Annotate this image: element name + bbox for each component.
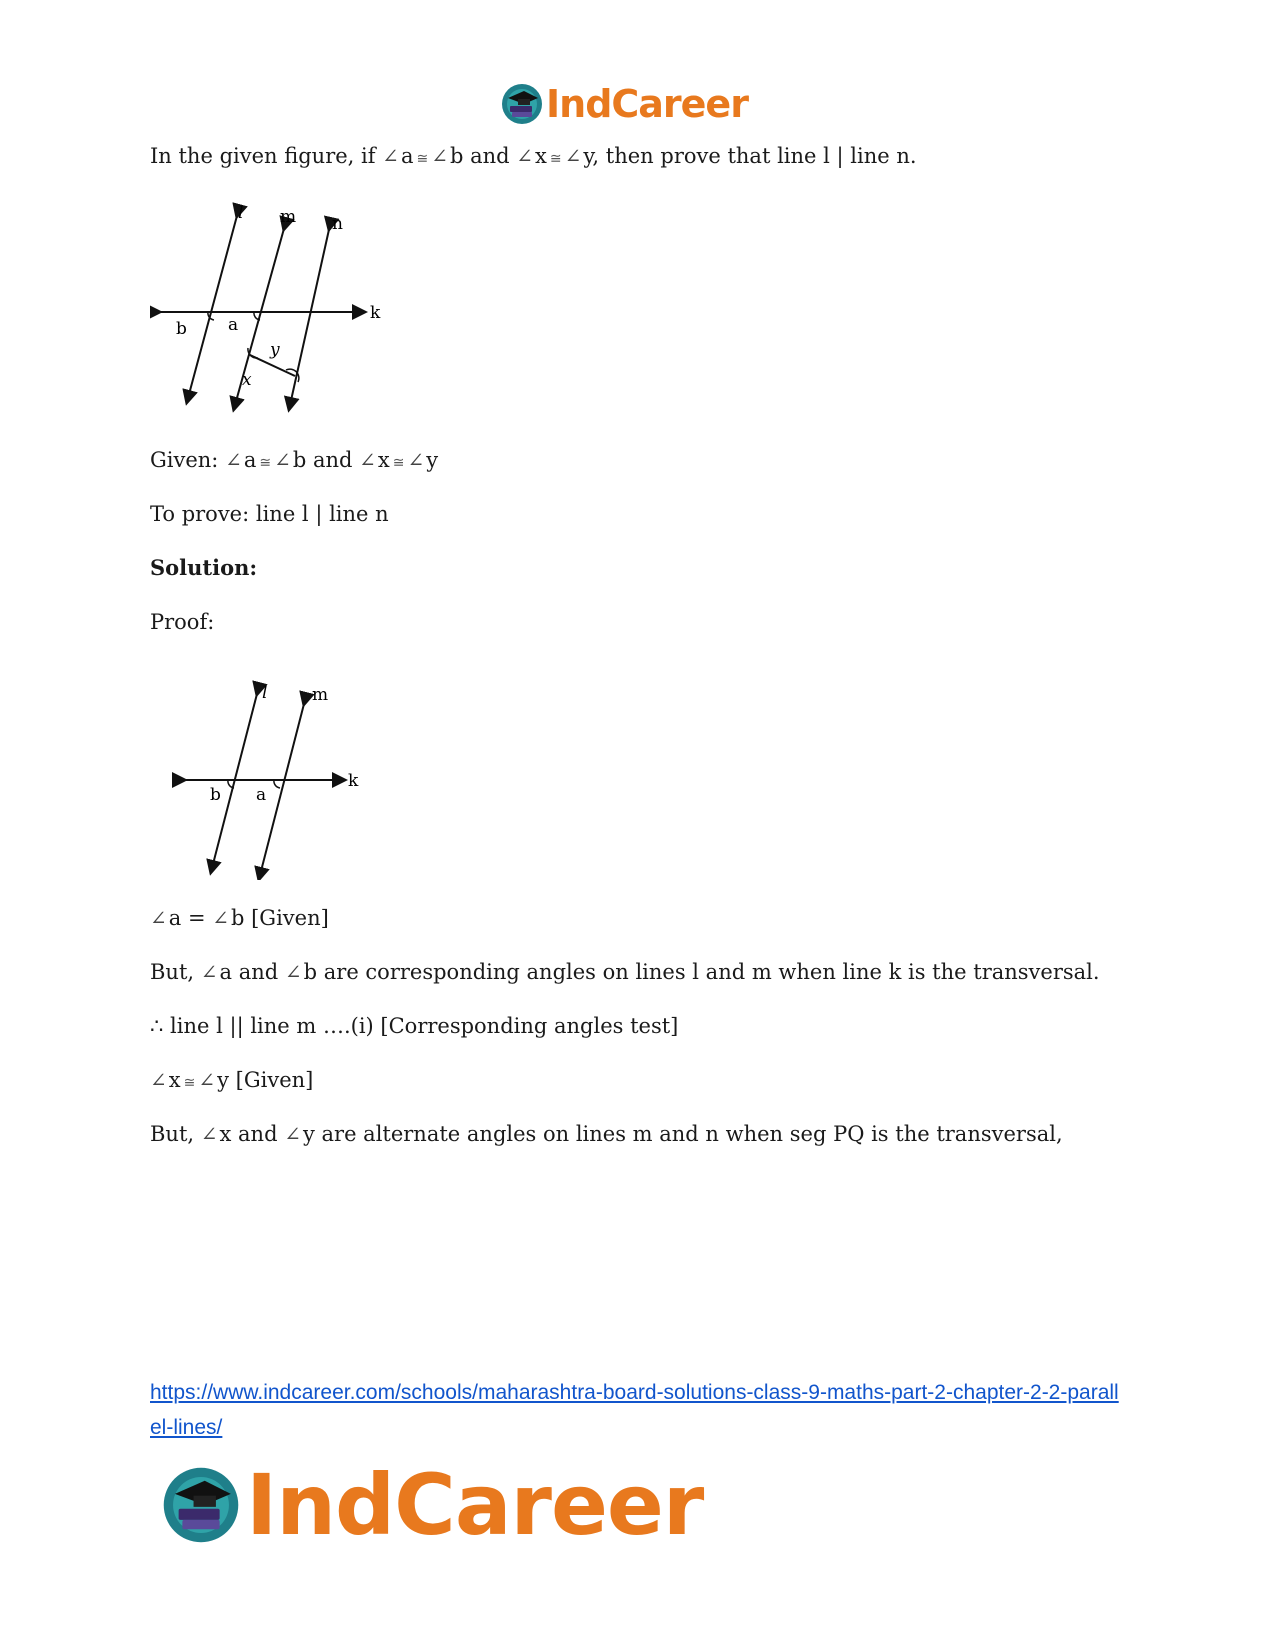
given-angle-b: b and [292,448,360,472]
solution-heading [150,554,257,582]
angle-symbol: ∠ [274,448,291,472]
step-2 [150,958,1100,986]
step-5-x: x and [219,1122,285,1146]
step-2-b: b are corresponding angles on lines l and m when line k is the transversal. [303,960,1100,984]
question-angle-x: x [535,144,547,168]
angle-symbol: ∠ [284,1122,301,1146]
step-5 [150,1120,1063,1148]
step-1-b: b [Given] [231,906,329,930]
angle-symbol: ∠ [359,448,376,472]
question-angle-b: b and [449,144,517,168]
question-angle-y: y, then prove that line l | line n. [583,144,917,168]
angle-symbol: ∠ [431,144,448,168]
label-k: k [348,771,359,791]
question-prefix: In the given figure, if [150,144,383,168]
graduation-cap-books-icon [500,82,544,126]
solution-heading-bold: Solution: [150,555,258,580]
angle-symbol: ∠ [150,1068,167,1092]
graduation-cap-books-icon [160,1464,242,1546]
question-angle-a: a [400,144,414,168]
angle-symbol: ∠ [150,906,167,930]
proof-label: Proof: [150,610,215,634]
label-b: b [210,785,221,805]
label-l: l [238,203,244,223]
label-k: k [370,303,381,323]
line-l [188,212,238,398]
line-n [290,225,330,405]
label-y: y [270,340,280,360]
brand-logo-text: IndCareer [246,1456,704,1554]
angle-symbol: ∠ [225,448,242,472]
angle-symbol: ∠ [382,144,399,168]
to-prove-text: To prove: line l | line n [150,502,389,526]
step-4-y: y [Given] [217,1068,314,1092]
step-5-y: y are alternate angles on lines m and n when seg PQ is the transversal, [302,1122,1063,1146]
congruent-symbol: ≅ [549,151,562,167]
angle-symbol: ∠ [200,1122,218,1146]
angle-symbol: ∠ [407,448,425,472]
angle-symbol: ∠ [284,960,302,984]
header-logo [500,80,748,128]
congruent-symbol: ≅ [416,151,429,167]
angle-symbol: ∠ [564,144,582,168]
given-angle-a: a [243,448,257,472]
given-angle-x: x [377,448,390,472]
label-m: m [280,207,297,227]
label-b: b [176,319,187,339]
given-prefix: Given: [150,448,226,472]
figure-lines-l-m-n-k [150,200,400,415]
label-a: a [228,315,239,335]
label-n: n [332,214,343,234]
figure-lines-l-m-k [170,670,380,880]
step-2-prefix: But, [150,960,201,984]
step-4-x: x [168,1068,181,1092]
given-angle-y: y [426,448,439,472]
footer-logo [160,1456,704,1554]
angle-symbol: ∠ [212,906,229,930]
source-url-link[interactable]: https://www.indcareer.com/schools/maharashtra-board-solutions-class-9-maths-part-2-chapter-2-2-parallel-lines/ [150,1381,1119,1439]
step-1-a: a = [168,906,213,930]
congruent-symbol: ≅ [392,455,405,471]
step-4 [150,1066,313,1097]
angle-symbol: ∠ [516,144,534,168]
label-x: x [242,370,252,390]
angle-symbol: ∠ [200,960,218,984]
brand-logo-text: IndCareer [546,82,748,126]
label-m: m [312,685,329,705]
congruent-symbol: ≅ [183,1075,196,1091]
question-text [150,142,917,173]
step-2-a: a and [219,960,285,984]
congruent-symbol: ≅ [259,455,272,471]
step-1 [150,904,329,932]
label-a: a [256,785,267,805]
angle-symbol: ∠ [198,1068,216,1092]
given-text [150,446,438,477]
step-3: ∴ line l || line m ….(i) [Corresponding angles test] [150,1014,679,1038]
step-5-prefix: But, [150,1122,201,1146]
angle-a-arc [274,780,280,788]
label-l: l [262,683,268,703]
line-m [260,700,305,875]
